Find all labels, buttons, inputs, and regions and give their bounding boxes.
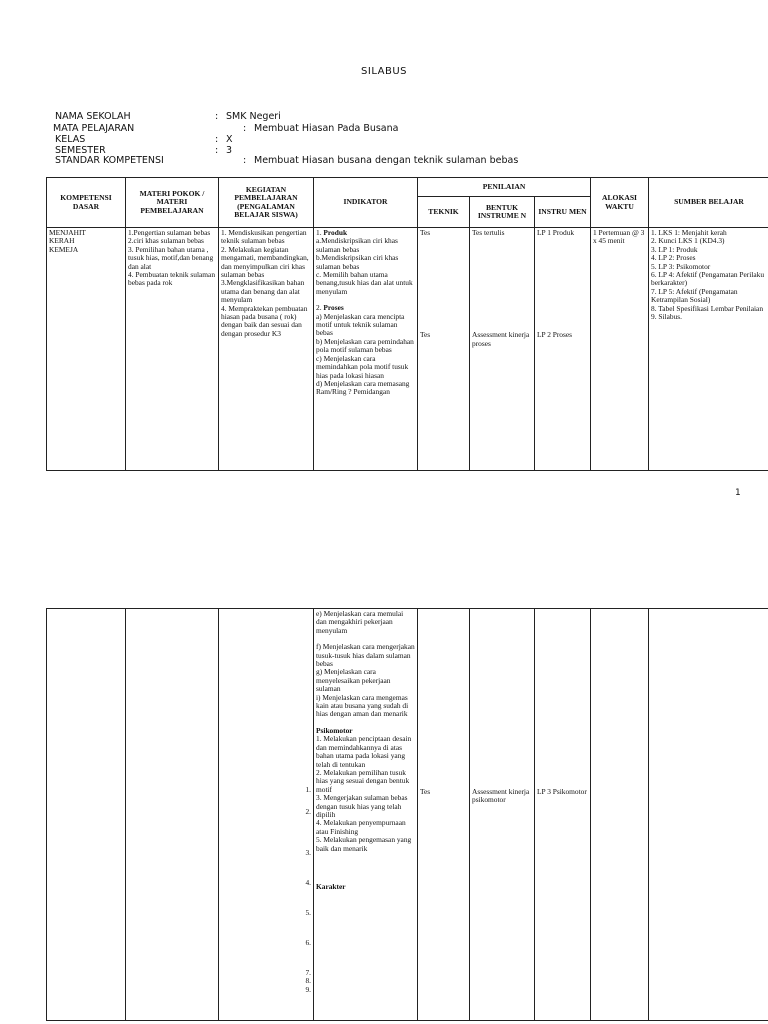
text-line: 1. Melakukan penciptaan desain bbox=[316, 734, 412, 744]
list-number: 7. bbox=[305, 968, 311, 977]
text-line: KEMEJA bbox=[49, 244, 79, 254]
cell-teknik bbox=[418, 228, 470, 471]
meta-colon: : bbox=[215, 134, 219, 145]
header-kompetensi: KOMPETENSI DASAR bbox=[47, 178, 126, 228]
cell-indikator bbox=[314, 609, 418, 1021]
text-line: 8. Tabel Spesifikasi Lembar Penilaian bbox=[651, 303, 764, 313]
header-kegiatan: KEGIATAN PEMBELAJARAN (PENGALAMAN BELAJAR SISWA) bbox=[219, 178, 314, 228]
text-line: c. Memilih bahan utama benang,tusuk hias dan alat untuk menyulam bbox=[316, 270, 413, 296]
text-line: 4. Melakukan penyempurnaan atau Finishing bbox=[316, 818, 406, 836]
text-line: a) Menjelaskan cara mencipta motif untuk teknik sulaman bebas bbox=[316, 311, 405, 338]
cell-materi bbox=[126, 228, 219, 471]
produk-heading: 1. Produk bbox=[316, 228, 348, 237]
text-line: 4. Pembuatan teknik sulaman bebas pada rok bbox=[128, 270, 216, 288]
meta-colon: : bbox=[215, 145, 219, 156]
text-line: 2. Melakukan pemilihan tusuk hias yang sesuai dengan bentuk motif bbox=[316, 767, 410, 794]
cell-kegiatan bbox=[219, 228, 314, 471]
karakter-title: Karakter bbox=[316, 881, 346, 891]
meta-value-school: SMK Negeri bbox=[226, 111, 281, 122]
text-line: Assessment kinerja proses bbox=[472, 330, 530, 348]
text-line: 7. LP 5: Afektif (Pengamatan Ketrampilan Sosial) bbox=[651, 286, 738, 305]
text-line: 3. LP 1: Produk bbox=[651, 244, 698, 254]
page-title: SILABUS bbox=[361, 66, 407, 77]
text-line: b) Menjelaskan cara pemindahan pola motif sulaman bebas bbox=[316, 336, 414, 355]
text-line: LP 1 Produk bbox=[537, 228, 575, 237]
cell-sumber bbox=[649, 609, 768, 1021]
text-line: i) Menjelaskan cara mengemas kain atau busana yang sudah di hias dengan aman dan menarik bbox=[316, 692, 409, 719]
header-teknik: TEKNIK bbox=[418, 197, 470, 228]
syllabus-table-continued bbox=[46, 608, 768, 1021]
text-line: MENJAHIT bbox=[49, 228, 86, 237]
list-number: 9. bbox=[305, 984, 311, 994]
text-line: 5. Melakukan pengemasan yang baik dan menarik bbox=[316, 835, 412, 853]
cell-instrumen bbox=[535, 228, 591, 471]
text-line: 2.ciri khas sulaman bebas bbox=[128, 236, 204, 246]
meta-label-standard: STANDAR KOMPETENSI bbox=[55, 155, 164, 166]
text-line: f) Menjelaskan cara mengerjakan tusuk-tusuk hias dalam sulaman bebas bbox=[316, 642, 415, 669]
produk-title: Produk bbox=[323, 228, 348, 237]
header-indikator: INDIKATOR bbox=[314, 178, 418, 228]
text-line: Tes bbox=[420, 330, 431, 340]
text-line: Tes bbox=[420, 228, 431, 237]
meta-value-semester: 3 bbox=[226, 145, 233, 156]
text-line: 4. LP 2: Proses bbox=[651, 253, 696, 263]
text-line: 3. Pemilihan bahan utama , tusuk hias, motif,dan benang dan alat bbox=[128, 244, 214, 271]
header-materi: MATERI POKOK / MATERI PEMBELAJARAN bbox=[126, 178, 219, 228]
proses-title: Proses bbox=[323, 303, 344, 313]
text-line: 3. Mengerjakan sulaman bebas dengan tusuk hias yang telah dipilih bbox=[316, 793, 408, 819]
meta-label-school: NAMA SEKOLAH bbox=[55, 111, 131, 122]
list-number: 3. bbox=[305, 848, 311, 857]
text-line: LP 3 Psikomotor bbox=[537, 787, 587, 796]
text-line: 9. Silabus. bbox=[651, 312, 683, 322]
list-number: 2. bbox=[305, 807, 311, 816]
cell-teknik bbox=[418, 609, 470, 1021]
cell-materi bbox=[126, 609, 219, 1021]
text-line: 1.Pengertian sulaman bebas bbox=[128, 228, 211, 237]
list-number: 4. bbox=[305, 878, 311, 887]
text-line: 1. Mendiskusikan pengertian teknik sulaman bebas bbox=[221, 228, 307, 246]
text-line: dan memindahkannya di atas bahan utama pada lokasi yang telah di tentukan bbox=[316, 742, 406, 769]
cell-instrumen bbox=[535, 609, 591, 1021]
meta-label-class: KELAS bbox=[55, 134, 86, 145]
syllabus-table bbox=[46, 177, 768, 471]
text-line: LP 2 Proses bbox=[537, 330, 573, 340]
text-line: KERAH bbox=[49, 236, 75, 246]
list-number: 6. bbox=[305, 938, 311, 947]
header-instrumen: INSTRU MEN bbox=[535, 197, 591, 228]
proses-heading: 2. Proses bbox=[316, 303, 344, 313]
text-line: b.Mendiskripsikan ciri khas sulaman bebas bbox=[316, 253, 399, 271]
text-line: 3.Mengklasifikasikan bahan utama dan benang dan alat menyulam bbox=[221, 278, 305, 305]
header-penilaian: PENILAIAN bbox=[418, 178, 591, 197]
meta-value-subject: Membuat Hiasan Pada Busana bbox=[254, 123, 399, 134]
text-line: d) Menjelaskan cara memasang Ram/Ring ? Pemidangan bbox=[316, 378, 410, 397]
text-line: c) Menjelaskan cara memindahkan pola motif tusuk hias pada lokasi hiasan bbox=[316, 353, 409, 380]
meta-colon: : bbox=[243, 155, 247, 166]
cell-alokasi bbox=[591, 609, 649, 1021]
text-line: Tes tertulis bbox=[472, 228, 505, 237]
meta-colon: : bbox=[243, 123, 247, 134]
text-line: g) Menjelaskan cara menyelesaikan pekerjaan sulaman bbox=[316, 667, 391, 694]
cell-alokasi: 1 Pertemuan @ 3 x 45 menit bbox=[591, 228, 649, 471]
list-number: 8. bbox=[305, 976, 311, 986]
text-line: 6. LP 4: Afektif (Pengamatan Perilaku berkarakter) bbox=[651, 270, 765, 288]
cell-sumber bbox=[649, 228, 768, 471]
psikomotor-title: Psikomotor bbox=[316, 725, 353, 735]
text-line: 2. Melakukan kegiatan mengamati, membandingkan, dan menyimpulkan ciri khas sulaman bebas bbox=[221, 244, 309, 280]
cell-bentuk bbox=[470, 228, 535, 471]
page-number: 1 bbox=[735, 488, 741, 498]
header-alokasi: ALOKASI WAKTU bbox=[591, 178, 649, 228]
meta-label-semester: SEMESTER bbox=[55, 145, 106, 156]
header-sumber: SUMBER BELAJAR bbox=[649, 178, 768, 228]
header-bentuk: BENTUK INSTRUME N bbox=[470, 197, 535, 228]
text-line: a.Mendiskripsikan ciri khas sulaman bebas bbox=[316, 236, 398, 254]
text-line: Tes bbox=[420, 787, 431, 796]
cell-kegiatan bbox=[219, 609, 314, 1021]
text-line: 1. LKS 1: Menjahit kerah bbox=[651, 228, 727, 237]
text-line: 2. Kunci LKS 1 (KD4.3) bbox=[651, 236, 725, 246]
list-number: 5. bbox=[305, 908, 311, 917]
meta-value-standard: Membuat Hiasan busana dengan teknik sulaman bebas bbox=[254, 155, 519, 166]
cell-kompetensi bbox=[47, 609, 126, 1021]
text-line: 5. LP 3: Psikomotor bbox=[651, 261, 711, 271]
text-line: Assessment kinerja psikomotor bbox=[472, 787, 530, 805]
text-line: e) Menjelaskan cara memulai dan mengakhiri pekerjaan menyulam bbox=[316, 609, 404, 635]
meta-colon: : bbox=[215, 111, 219, 122]
text-line: 4. Mempraktekan pembuatan hiasan pada busana ( rok) dengan baik dan sesuai dan dengan prosedur K3 bbox=[221, 303, 308, 338]
meta-value-class: X bbox=[226, 134, 233, 145]
cell-kompetensi bbox=[47, 228, 126, 471]
meta-label-subject: MATA PELAJARAN bbox=[53, 123, 135, 134]
cell-bentuk bbox=[470, 609, 535, 1021]
list-number: 1. bbox=[305, 785, 311, 794]
cell-indikator bbox=[314, 228, 418, 471]
